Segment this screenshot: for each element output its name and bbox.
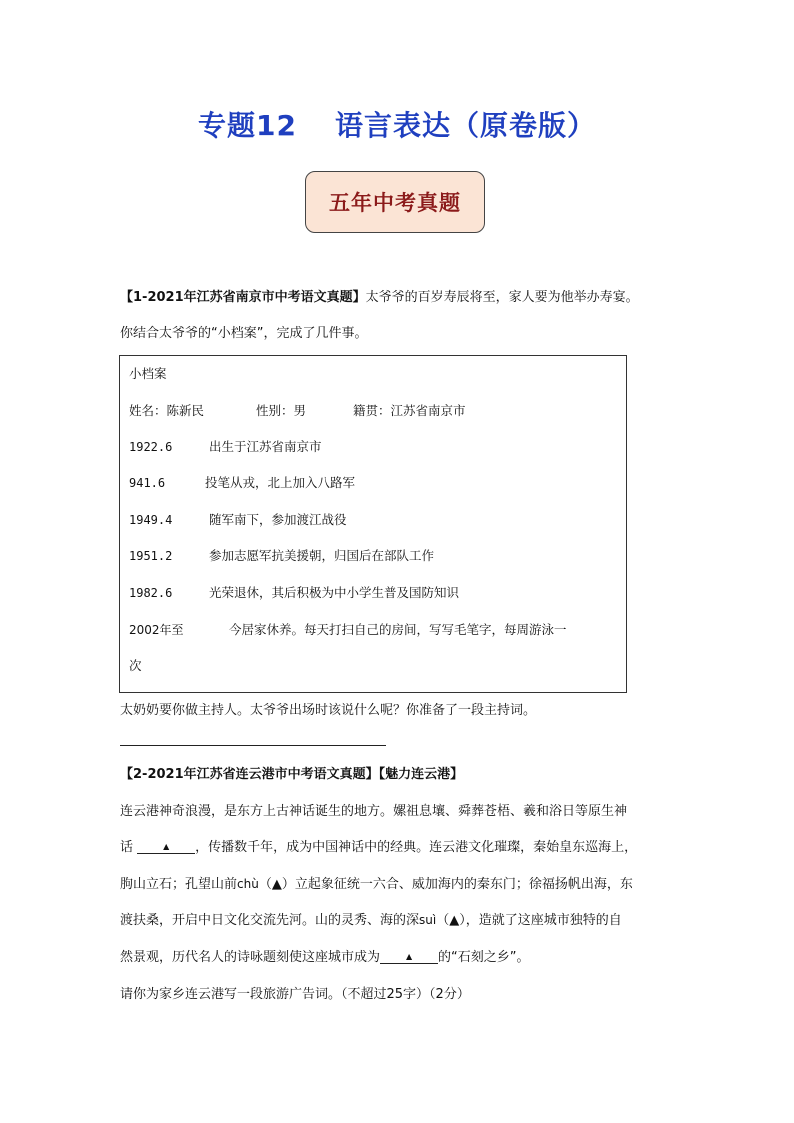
- q2-text: （▲），造就了这座城市独特的自: [436, 913, 622, 928]
- answer-line[interactable]: [120, 745, 386, 746]
- q2-line: [120, 909, 622, 928]
- q2-line: 连云港神奇浪漫，是东方上古神话诞生的地方。嫘祖息壤、舜葬苍梧、羲和浴日等原生神: [120, 804, 628, 819]
- timeline-date: 2002年至: [129, 623, 184, 637]
- timeline-date: 1922.6: [129, 440, 173, 454]
- timeline-date: 941.6: [129, 476, 166, 490]
- q2-text: ，传播数千年，成为中国神话中的经典。连云港文化璀璨，秦始皇东巡海上，: [195, 840, 638, 855]
- q1-heading: 【1-2021年江苏省南京市中考语文真题】: [120, 290, 366, 305]
- timeline-text: 投笔从戎，北上加入八路军: [205, 475, 356, 490]
- timeline-text: 随军南下，参加渡江战役: [209, 512, 347, 527]
- q2-text: （▲）立起象征统一六合、威加海内的秦东门；徐福扬帆出海，东: [258, 877, 633, 892]
- fill-blank[interactable]: ▲: [137, 841, 195, 854]
- timeline-date: 1949.4: [129, 513, 173, 527]
- q1-intro: [120, 286, 639, 305]
- page-title: [0, 104, 794, 144]
- timeline-date: 1982.6: [129, 586, 173, 600]
- timeline-row: [129, 546, 434, 564]
- timeline-row: [129, 510, 347, 528]
- profile-name: 姓名：陈新民: [129, 403, 205, 418]
- q2-line: [120, 836, 637, 855]
- timeline-row: [129, 583, 459, 601]
- timeline-row: [129, 473, 355, 491]
- q2-heading-text: 【2-2021年江苏省连云港市中考语文真题】【魅力连云港】: [120, 767, 464, 782]
- q1-intro-2: 你结合太爷爷的“小档案”，完成了几件事。: [120, 326, 368, 341]
- q2-task: 请你为家乡连云港写一段旅游广告词。（不超过25字）（2分）: [120, 987, 470, 1002]
- profile-title: 小档案: [129, 366, 167, 381]
- pinyin-label: suì: [419, 913, 437, 927]
- pinyin-label: chù: [237, 877, 259, 891]
- q2-text: 朐山立石；孔望山前: [120, 877, 238, 892]
- section-badge: [305, 171, 485, 233]
- profile-origin: 籍贯：江苏省南京市: [353, 403, 466, 418]
- q2-text: 然景观，历代名人的诗咏题刻使这座城市成为: [120, 950, 381, 965]
- timeline-date: 1951.2: [129, 549, 173, 563]
- timeline-row: [129, 437, 322, 455]
- profile-box: [119, 355, 627, 693]
- profile-gender: 性别：男: [256, 403, 307, 418]
- q2-text: 的“石刻之乡”。: [438, 950, 530, 965]
- timeline-row: [129, 620, 567, 638]
- title-topic: 专题12: [198, 109, 297, 142]
- q2-line: [120, 873, 633, 892]
- q1-task: 太奶奶要你做主持人。太爷爷出场时该说什么呢？你准备了一段主持词。: [120, 703, 537, 718]
- profile-info: [129, 401, 466, 419]
- q2-line: [120, 946, 530, 965]
- fill-blank[interactable]: ▲: [380, 951, 438, 964]
- q1-intro-text: 太爷爷的百岁寿辰将至，家人要为他举办寿宴。: [365, 290, 639, 305]
- timeline-text: 出生于江苏省南京市: [209, 439, 322, 454]
- timeline-text: 参加志愿军抗美援朝，归国后在部队工作: [209, 548, 435, 563]
- q2-heading: [120, 763, 463, 782]
- q2-text: 渡扶桑，开启中日文化交流先河。山的灵秀、海的深: [120, 913, 420, 928]
- title-subject: 语言表达（原卷版）: [334, 109, 596, 142]
- timeline-continuation: 次: [129, 658, 142, 673]
- section-badge-label: 五年中考真题: [329, 190, 461, 215]
- timeline-text: 光荣退休，其后积极为中小学生普及国防知识: [209, 585, 460, 600]
- q2-text: 话: [120, 840, 134, 855]
- timeline-text: 今居家休养。每天打扫自己的房间，写写毛笔字，每周游泳一: [229, 622, 567, 637]
